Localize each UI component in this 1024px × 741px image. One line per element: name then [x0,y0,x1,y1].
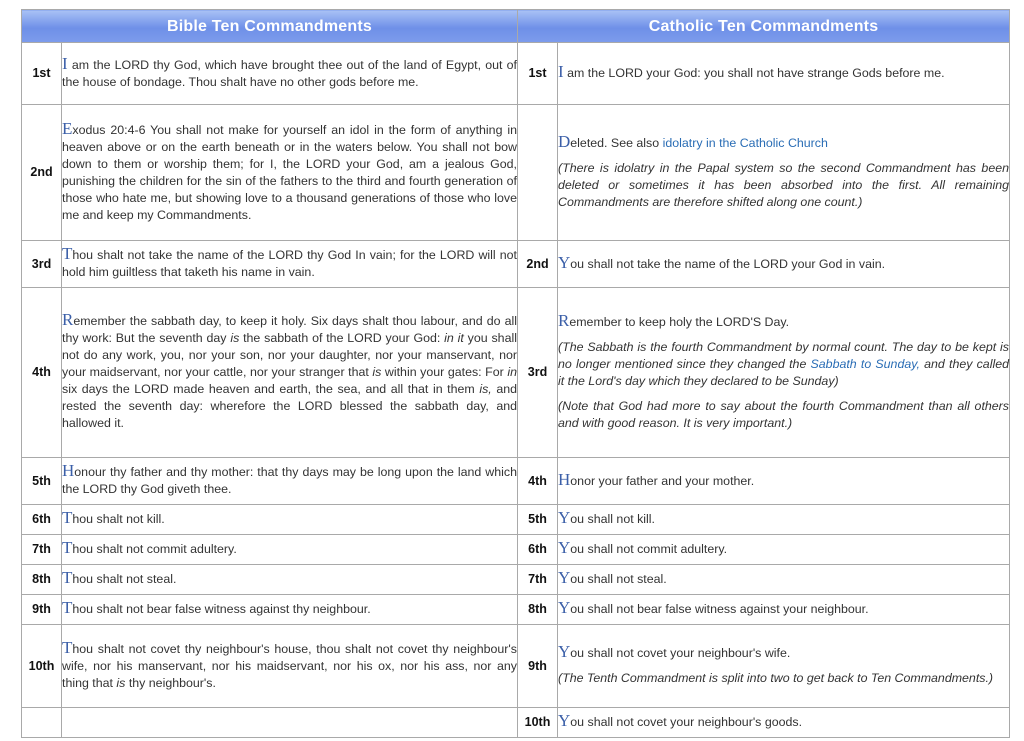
bible-number [22,708,62,738]
drop-cap: I [62,53,68,73]
bible-number: 4th [22,288,62,458]
commandment-text: am the LORD your God: you shall not have strange Gods before me. [563,66,945,80]
commandment-text: you shall not do any work, you, nor your son, nor your daughter, nor your manservant, nor your maidservant, nor your cattle, nor your stranger that [62,331,517,379]
commandment-text: ou shall not covet your neighbour's goods. [570,715,803,729]
note-text: and they called it the Lord's day which they declared to be Sunday) [558,356,1009,388]
commandment-text: emember to keep holy the LORD'S Day. [569,314,790,329]
catholic-number: 7th [518,565,558,595]
table-row [22,241,1010,288]
commandment-text: hou shalt not commit adultery. [72,542,237,556]
bible-number: 2nd [22,105,62,241]
commandment-text: hou shalt not take the name of the LORD thy God In vain; for the LORD will not hold him guiltless that taketh his name in vain. [62,248,517,279]
catholic-commandment [558,625,1010,708]
catholic-number: 2nd [518,241,558,288]
drop-cap: T [62,538,73,557]
drop-cap: T [62,598,73,617]
catholic-number: 3rd [518,288,558,458]
commandment-text: onor your father and your mother. [570,473,755,488]
table-row [22,505,1010,535]
table-row [22,105,1010,241]
catholic-commandment [558,565,1010,595]
catholic-number: 5th [518,505,558,535]
drop-cap: Y [558,642,571,661]
italic-word: is, [479,382,492,396]
commandment-text: ou shall not covet your neighbour's wife. [570,646,791,660]
drop-cap: Y [558,252,571,272]
bible-commandment [62,565,518,595]
commandment-note [558,339,1009,390]
catholic-commandment [558,458,1010,505]
bible-column-header: Bible Ten Commandments [22,10,518,43]
table-row [22,458,1010,505]
table-row [22,43,1010,105]
bible-number: 1st [22,43,62,105]
catholic-number: 9th [518,625,558,708]
commandment-text: eleted. See also [570,135,663,150]
bible-number: 9th [22,595,62,625]
drop-cap: R [62,310,74,329]
catholic-number: 6th [518,535,558,565]
bible-commandment [62,625,518,708]
drop-cap: T [62,637,73,657]
catholic-column-header: Catholic Ten Commandments [518,10,1010,43]
italic-word: in [507,365,517,379]
catholic-commandment [558,288,1010,458]
commandment-text: the sabbath of the LORD your God: [239,331,445,345]
drop-cap: R [558,310,570,330]
drop-cap: E [62,118,73,138]
sabbath-to-sunday-link[interactable]: Sabbath to Sunday, [810,356,920,371]
commandment-note: (Note that God had more to say about the fourth Commandment than all others and with good reason. It is very important.) [558,398,1009,430]
catholic-number: 10th [518,708,558,738]
catholic-commandment [558,43,1010,105]
catholic-commandment [558,595,1010,625]
table-row [22,625,1010,708]
drop-cap: T [62,568,73,587]
commandment-text: am the LORD thy God, which have brought thee out of the land of Egypt, out of the house of bondage. Thou shalt have no other gods before me. [62,57,517,89]
commandment-text: thy neighbour's. [125,675,216,690]
drop-cap: Y [558,538,571,557]
drop-cap: T [62,508,73,527]
drop-cap: I [558,62,564,81]
catholic-commandment [558,708,1010,738]
bible-commandment [62,288,518,458]
bible-number: 3rd [22,241,62,288]
italic-word: is [372,365,382,379]
drop-cap: T [62,244,73,263]
bible-commandment [62,595,518,625]
italic-word: is [230,331,240,345]
bible-number: 8th [22,565,62,595]
catholic-number: 1st [518,43,558,105]
commandment-note: (There is idolatry in the Papal system so the second Commandment has been deleted or sometimes it has been absorbed into the first. All remaining Commandments are therefore shifted along one count.) [558,160,1009,209]
bible-commandment [62,458,518,505]
commandment-note: (The Tenth Commandment is split into two to get back to Ten Commandments.) [558,671,994,685]
drop-cap: Y [558,598,571,617]
commandment-text: ou shall not bear false witness against your neighbour. [570,602,869,616]
bible-commandment [62,535,518,565]
table-row [22,565,1010,595]
drop-cap: H [558,469,571,489]
catholic-number: 4th [518,458,558,505]
commandment-text: hou shalt not bear false witness against thy neighbour. [72,602,371,616]
italic-word: in it [444,331,464,345]
table-row [22,708,1010,738]
commandment-text: within your gates: For [381,365,508,379]
bible-commandment-empty [62,708,518,738]
commandment-text: emember the sabbath day, to keep it holy. Six days shalt thou labour, and do all thy work: But the seventh day [62,314,517,345]
commandment-text: six days the LORD made heaven and earth, the sea, and all that in them [62,382,480,396]
drop-cap: Y [558,508,571,527]
bible-commandment [62,241,518,288]
commandment-text: hou shalt not steal. [72,572,177,586]
commandment-text: ou shall not take the name of the LORD your God in vain. [570,256,886,271]
commandment-text: hou shalt not kill. [72,512,165,526]
catholic-commandment [558,105,1010,241]
note-text: (The Sabbath is the fourth Commandment by normal count. The day to be kept is no longer mentioned since they changed the [558,339,1009,371]
commandment-text: xodus 20:4-6 You shall not make for yourself an idol in the form of anything in heaven above or on the earth beneath or in the waters below. You shall not bow down to them or worship them; for I, the LORD your God, am a jealous God, punishing the children for the sin of the fathers to the third and fourth generation of those who hate me, but showing love to a thousand generations of those who love me and keep my Commandments. [62,122,517,222]
commandments-comparison-table [21,9,1010,738]
drop-cap: Y [558,711,571,730]
bible-commandment [62,43,518,105]
table-row [22,595,1010,625]
bible-commandment [62,105,518,241]
commandment-text: and rested the seventh day: wherefore the LORD blessed the sabbath day, and hallowed it. [62,382,517,430]
bible-commandment [62,505,518,535]
idolatry-link[interactable]: idolatry in the Catholic Church [662,135,828,150]
table-header-row [22,10,1010,43]
catholic-commandment [558,505,1010,535]
catholic-commandment [558,241,1010,288]
catholic-number: 8th [518,595,558,625]
drop-cap: Y [558,568,571,587]
bible-number: 5th [22,458,62,505]
bible-number: 6th [22,505,62,535]
commandment-text: hou shalt not covet thy neighbour's house, thou shalt not covet thy neighbour's wife, nor his manservant, nor his maidservant, nor his ox, nor his ass, nor any thing that [62,641,517,690]
commandment-text: ou shall not kill. [570,512,655,526]
bible-number: 7th [22,535,62,565]
drop-cap: D [558,131,571,151]
drop-cap: H [62,461,75,480]
commandment-text: ou shall not steal. [570,572,667,586]
commandment-text: onour thy father and thy mother: that thy days may be long upon the land which the LORD thy God giveth thee. [62,465,517,496]
commandment-text: ou shall not commit adultery. [570,542,728,556]
catholic-commandment [558,535,1010,565]
catholic-number [518,105,558,241]
table-row [22,535,1010,565]
bible-number: 10th [22,625,62,708]
table-row [22,288,1010,458]
italic-word: is [116,675,126,690]
